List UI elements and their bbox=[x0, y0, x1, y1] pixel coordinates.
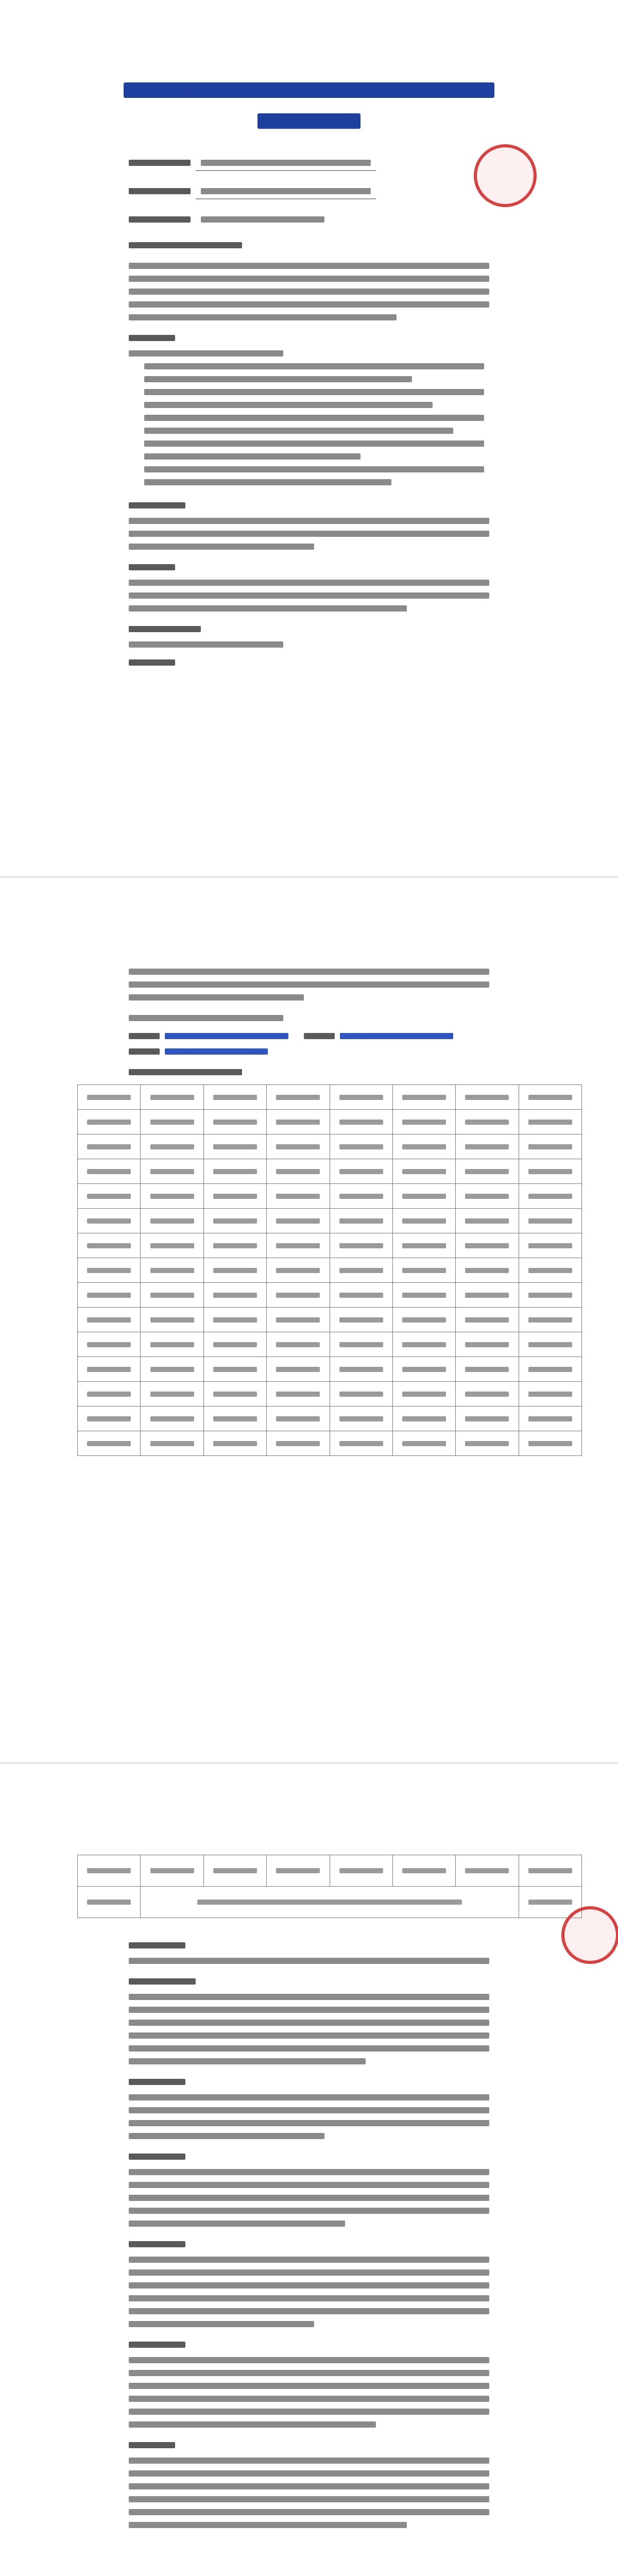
clause-text bbox=[129, 1994, 489, 2000]
table-row bbox=[78, 1406, 582, 1431]
party-a-name bbox=[201, 160, 371, 166]
clause-text bbox=[144, 479, 391, 485]
clause-text bbox=[129, 2409, 489, 2415]
clause-text bbox=[129, 518, 489, 524]
account-name bbox=[165, 1033, 288, 1039]
table-row bbox=[78, 1855, 582, 1887]
clause-text bbox=[144, 402, 433, 408]
clause-text bbox=[129, 2370, 489, 2376]
sign-date-label bbox=[129, 216, 191, 223]
clause-text bbox=[129, 2421, 376, 2428]
clause-text bbox=[129, 2045, 489, 2052]
clause-text bbox=[144, 440, 484, 447]
section-heading bbox=[129, 2241, 185, 2247]
table-row bbox=[78, 1085, 582, 1110]
clause-text bbox=[129, 2221, 345, 2227]
payment-text bbox=[129, 981, 489, 988]
document-subtitle bbox=[258, 113, 360, 129]
clause-text bbox=[129, 2257, 489, 2263]
clause-text bbox=[129, 2509, 489, 2515]
preamble-text bbox=[129, 301, 489, 308]
items-table bbox=[77, 1084, 582, 1456]
preamble-text bbox=[129, 314, 397, 320]
clause-text bbox=[129, 2295, 489, 2301]
section-heading bbox=[129, 2442, 175, 2448]
table-row bbox=[78, 1887, 582, 1918]
clause-text bbox=[129, 592, 489, 599]
clause-text bbox=[129, 2470, 489, 2477]
bank-name bbox=[340, 1033, 453, 1039]
clause-text bbox=[129, 2321, 314, 2327]
page-separator bbox=[0, 1762, 618, 1764]
account-number-label bbox=[129, 1048, 160, 1055]
bank-label bbox=[304, 1033, 335, 1039]
preamble-text bbox=[129, 263, 489, 269]
clause-text bbox=[144, 466, 484, 472]
clause-text bbox=[129, 2094, 489, 2100]
clause-text bbox=[129, 2020, 489, 2026]
party-b-label bbox=[129, 188, 191, 194]
clause-text bbox=[129, 2208, 489, 2214]
table-row bbox=[78, 1308, 582, 1332]
preamble-text bbox=[129, 276, 489, 282]
party-a-underline bbox=[196, 170, 376, 171]
payment-text bbox=[129, 1015, 283, 1021]
table-row bbox=[78, 1332, 582, 1357]
clause-text bbox=[129, 2107, 489, 2113]
clause-text bbox=[144, 453, 360, 460]
table-row bbox=[78, 1184, 582, 1209]
account-number bbox=[165, 1048, 268, 1055]
section-heading bbox=[129, 1978, 196, 1985]
table-row bbox=[78, 1110, 582, 1134]
table-row bbox=[78, 1159, 582, 1184]
clause-text bbox=[129, 2496, 489, 2502]
section-heading bbox=[129, 564, 175, 570]
clause-text bbox=[129, 2282, 489, 2289]
section-heading bbox=[129, 502, 185, 509]
company-seal bbox=[561, 1906, 618, 1964]
clause-text bbox=[129, 2120, 489, 2126]
section-heading bbox=[129, 335, 175, 341]
clause-text bbox=[129, 350, 283, 357]
clause-text bbox=[144, 415, 484, 421]
clause-text bbox=[129, 1958, 489, 1964]
section-heading bbox=[129, 1942, 185, 1948]
sign-date bbox=[201, 216, 324, 223]
page-separator bbox=[0, 876, 618, 878]
table-row bbox=[78, 1283, 582, 1308]
section-heading bbox=[129, 659, 175, 666]
payment-text bbox=[129, 969, 489, 975]
section-heading bbox=[129, 2342, 185, 2348]
table-row bbox=[78, 1134, 582, 1159]
clause-text bbox=[129, 531, 489, 537]
table-row bbox=[78, 1209, 582, 1233]
clause-text bbox=[129, 605, 407, 612]
clause-text bbox=[129, 2269, 489, 2276]
clause-text bbox=[144, 428, 453, 434]
company-seal bbox=[474, 144, 537, 207]
clause-text bbox=[129, 2182, 489, 2188]
clause-text bbox=[129, 2396, 489, 2402]
clause-text bbox=[129, 2308, 489, 2314]
table-row bbox=[78, 1357, 582, 1382]
section-heading bbox=[129, 2079, 185, 2085]
clause-text bbox=[129, 2133, 324, 2139]
clause-text bbox=[144, 376, 412, 382]
section-heading bbox=[129, 1069, 242, 1075]
party-b-name bbox=[201, 188, 371, 194]
clause-text bbox=[129, 2522, 407, 2528]
clause-text bbox=[129, 2169, 489, 2175]
party-b-underline bbox=[196, 198, 376, 199]
clause-text bbox=[129, 580, 489, 586]
party-a-label bbox=[129, 160, 191, 166]
section-heading bbox=[129, 626, 201, 632]
clause-text bbox=[129, 2007, 489, 2013]
clause-text bbox=[129, 2458, 489, 2464]
clause-text bbox=[144, 363, 484, 369]
items-table-continued bbox=[77, 1855, 582, 1918]
account-name-label bbox=[129, 1033, 160, 1039]
clause-text bbox=[129, 2483, 489, 2489]
table-row bbox=[78, 1431, 582, 1456]
clause-text bbox=[129, 641, 283, 648]
table-row bbox=[78, 1233, 582, 1258]
sign-place bbox=[129, 242, 242, 248]
clause-text bbox=[129, 544, 314, 550]
section-heading bbox=[129, 2154, 185, 2160]
clause-text bbox=[129, 2195, 489, 2201]
payment-text bbox=[129, 994, 304, 1001]
table-row bbox=[78, 1258, 582, 1283]
table-row bbox=[78, 1382, 582, 1406]
clause-text bbox=[144, 389, 484, 395]
clause-text bbox=[129, 2058, 366, 2064]
clause-text bbox=[129, 2383, 489, 2389]
clause-text bbox=[129, 2357, 489, 2363]
preamble-text bbox=[129, 289, 489, 295]
clause-text bbox=[129, 2032, 489, 2039]
document-title bbox=[124, 82, 494, 98]
